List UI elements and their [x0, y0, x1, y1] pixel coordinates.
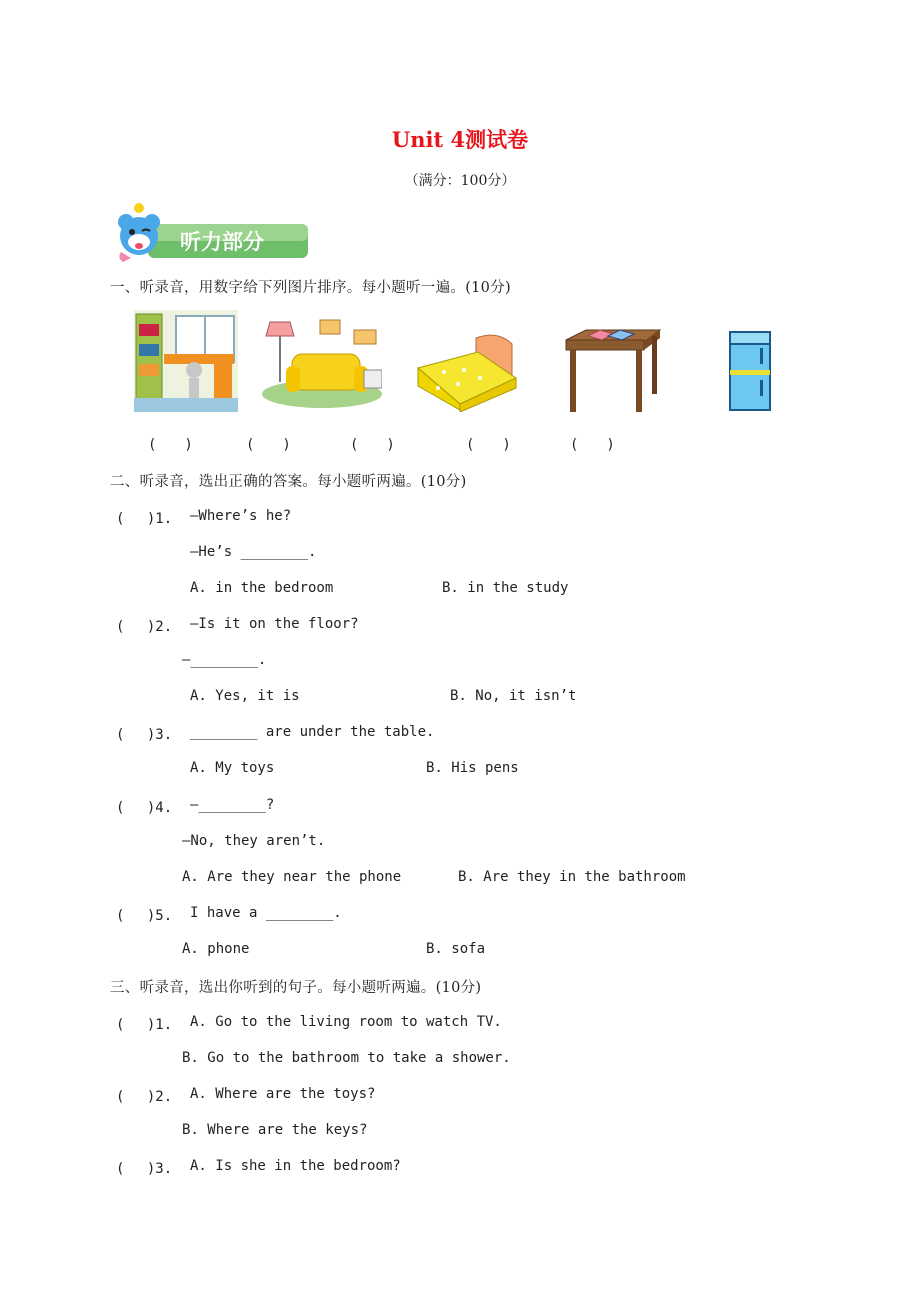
q2-2-option-b: B. No, it isn’t	[450, 688, 577, 704]
q3-1-number[interactable]: ( )1.	[116, 1017, 173, 1033]
q3-2-option-b: B. Where are the keys?	[182, 1122, 368, 1138]
q2-1-option-a: A. in the bedroom	[190, 580, 334, 596]
q2-4-line1: —________?	[190, 797, 275, 813]
q3-2-option-a: A. Where are the toys?	[190, 1086, 376, 1102]
q3-3-number[interactable]: ( )3.	[116, 1161, 173, 1177]
q2-1-number[interactable]: ( )1.	[116, 511, 173, 527]
q2-5-line1: I have a ________.	[190, 905, 342, 921]
sofa-room-icon	[258, 318, 382, 410]
page-title: Unit 4测试卷	[391, 127, 529, 152]
q2-4-line2: —No, they aren’t.	[182, 833, 326, 849]
study-room-icon	[134, 310, 238, 412]
q3-3-option-a: A. Is she in the bedroom?	[190, 1158, 401, 1174]
q2-5-option-a: A. phone	[182, 941, 250, 957]
q2-2-number[interactable]: ( )2.	[116, 619, 173, 635]
q3-1-option-a: A. Go to the living room to watch TV.	[190, 1014, 502, 1030]
banner-label: 听力部分	[180, 230, 264, 254]
q2-1-line2: —He’s ________.	[190, 544, 317, 560]
q2-5-option-b: B. sofa	[426, 941, 486, 957]
q2-3-number[interactable]: ( )3.	[116, 727, 173, 743]
q2-3-option-a: A. My toys	[190, 760, 275, 776]
q2-4-number[interactable]: ( )4.	[116, 800, 173, 816]
q2-3-option-b: B. His pens	[426, 760, 519, 776]
full-score: （满分：100分）	[404, 173, 516, 189]
q2-4-option-b: B. Are they in the bathroom	[458, 869, 686, 885]
q3-2-number[interactable]: ( )2.	[116, 1089, 173, 1105]
q2-2-option-a: A. Yes, it is	[190, 688, 300, 704]
part2-heading: 二、听录音，选出正确的答案。每小题听两遍。(10分)	[110, 474, 467, 490]
part1-heading: 一、听录音，用数字给下列图片排序。每小题听一遍。(10分)	[110, 280, 511, 296]
listening-banner	[108, 200, 314, 264]
q2-2-line1: —Is it on the floor?	[190, 616, 359, 632]
blank-1[interactable]: ( )	[148, 437, 193, 453]
blank-3[interactable]: ( )	[350, 437, 395, 453]
q2-3-line1: ________ are under the table.	[190, 724, 435, 740]
blank-5[interactable]: ( )	[570, 437, 615, 453]
part3-heading: 三、听录音，选出你听到的句子。每小题听两遍。(10分)	[110, 980, 482, 996]
q2-2-line2: —________.	[182, 652, 267, 668]
blank-4[interactable]: ( )	[466, 437, 511, 453]
q2-1-option-b: B. in the study	[442, 580, 569, 596]
table-icon	[564, 326, 662, 414]
q2-1-line1: —Where’s he?	[190, 508, 292, 524]
q2-4-option-a: A. Are they near the phone	[182, 869, 402, 885]
fridge-icon	[728, 330, 774, 414]
blank-2[interactable]: ( )	[246, 437, 291, 453]
q2-5-number[interactable]: ( )5.	[116, 908, 173, 924]
bed-icon	[414, 332, 518, 412]
q3-1-option-b: B. Go to the bathroom to take a shower.	[182, 1050, 511, 1066]
